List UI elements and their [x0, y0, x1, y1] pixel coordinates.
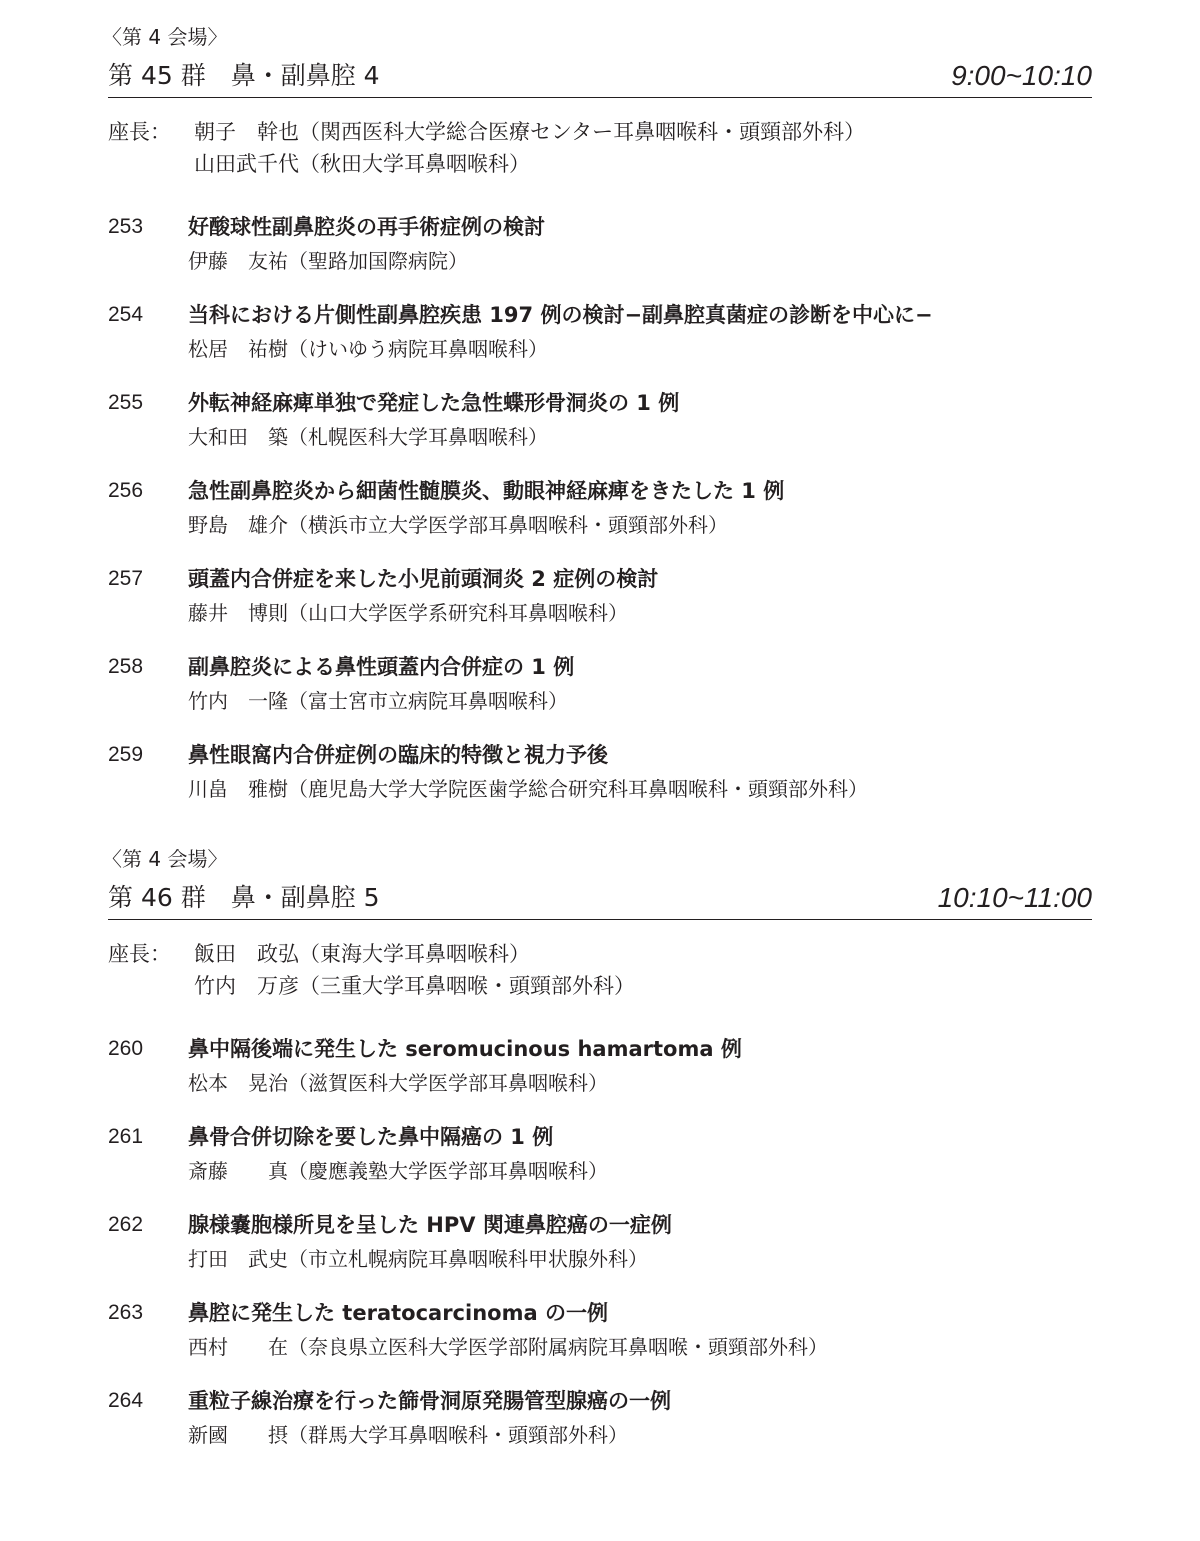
presentation-body [188, 298, 933, 366]
session-header [108, 874, 1092, 920]
presentation-author: 西村 在（奈良県立医科大学医学部附属病院耳鼻咽喉・頭頸部外科） [188, 1335, 828, 1359]
presentation-body [188, 1296, 828, 1364]
chairs-label: 座長： [108, 942, 171, 966]
chair-name: 山田武千代（秋田大学耳鼻咽喉科） [194, 152, 530, 176]
presentation-item [108, 650, 1092, 718]
session-46 [102, 844, 1092, 1452]
presentation-author: 伊藤 友祐（聖路加国際病院） [188, 249, 468, 273]
chairs-label: 座長： [108, 120, 171, 144]
presentation-item [108, 1296, 1092, 1364]
chairs-block [108, 938, 1092, 1002]
chairs-list [194, 116, 865, 180]
presentation-body [188, 1120, 608, 1188]
session-title: 第 45 群 鼻・副鼻腔 4 [108, 61, 380, 90]
presentation-item [108, 386, 1092, 454]
presentation-author: 新國 摂（群馬大学耳鼻咽喉科・頭頸部外科） [188, 1423, 628, 1447]
program-page [102, 22, 1092, 1472]
chair-name: 飯田 政弘（東海大学耳鼻咽喉科） [194, 942, 530, 966]
presentation-title: 好酸球性副鼻腔炎の再手術症例の検討 [188, 215, 545, 239]
presentation-item [108, 1120, 1092, 1188]
presentation-title: 急性副鼻腔炎から細菌性髄膜炎、動眼神経麻痺をきたした 1 例 [188, 479, 785, 503]
presentation-title: 腺様嚢胞様所見を呈した HPV 関連鼻腔癌の一症例 [188, 1213, 672, 1237]
venue-label: 〈第 4 会場〉 [102, 25, 228, 49]
presentation-title: 鼻中隔後端に発生した seromucinous hamartoma 例 [188, 1037, 742, 1061]
presentation-body [188, 474, 784, 542]
presentation-item [108, 738, 1092, 806]
presentation-list [108, 1032, 1092, 1452]
session-header [108, 52, 1092, 98]
presentation-number: 260 [108, 1037, 144, 1060]
presentation-number: 259 [108, 743, 144, 766]
presentation-body [188, 1384, 671, 1452]
presentation-body [188, 210, 545, 278]
presentation-author: 松居 祐樹（けいゆう病院耳鼻咽喉科） [188, 337, 548, 361]
chairs-list [194, 938, 635, 1002]
presentation-body [188, 650, 574, 718]
presentation-number: 264 [108, 1389, 144, 1412]
presentation-number: 257 [108, 567, 144, 590]
venue-label: 〈第 4 会場〉 [102, 847, 228, 871]
presentation-number: 263 [108, 1301, 144, 1324]
presentation-number: 254 [108, 303, 144, 326]
chair-name: 竹内 万彦（三重大学耳鼻咽喉・頭頸部外科） [194, 974, 635, 998]
presentation-body [188, 1208, 672, 1276]
presentation-title: 鼻性眼窩内合併症例の臨床的特徴と視力予後 [188, 743, 608, 767]
presentation-title: 当科における片側性副鼻腔疾患 197 例の検討−副鼻腔真菌症の診断を中心に− [188, 303, 933, 327]
presentation-item [108, 1032, 1092, 1100]
session-time: 9:00~10:10 [951, 60, 1092, 91]
session-45 [102, 22, 1092, 806]
presentation-author: 斎藤 真（慶應義塾大学医学部耳鼻咽喉科） [188, 1159, 608, 1183]
presentation-item [108, 1208, 1092, 1276]
presentation-body [188, 562, 658, 630]
presentation-number: 256 [108, 479, 144, 502]
presentation-author: 打田 武史（市立札幌病院耳鼻咽喉科甲状腺外科） [188, 1247, 648, 1271]
presentation-author: 大和田 築（札幌医科大学耳鼻咽喉科） [188, 425, 548, 449]
presentation-number: 262 [108, 1213, 144, 1236]
presentation-body [188, 1032, 742, 1100]
presentation-author: 松本 晃治（滋賀医科大学医学部耳鼻咽喉科） [188, 1071, 608, 1095]
presentation-number: 261 [108, 1125, 144, 1148]
presentation-number: 253 [108, 215, 144, 238]
presentation-title: 外転神経麻痺単独で発症した急性蝶形骨洞炎の 1 例 [188, 391, 680, 415]
presentation-body [188, 386, 679, 454]
presentation-author: 竹内 一隆（富士宮市立病院耳鼻咽喉科） [188, 689, 568, 713]
chair-name: 朝子 幹也（関西医科大学総合医療センター耳鼻咽喉科・頭頸部外科） [194, 120, 866, 144]
presentation-title: 鼻腔に発生した teratocarcinoma の一例 [188, 1301, 608, 1325]
presentation-author: 藤井 博則（山口大学医学系研究科耳鼻咽喉科） [188, 601, 628, 625]
presentation-title: 重粒子線治療を行った篩骨洞原発腸管型腺癌の一例 [188, 1389, 671, 1413]
presentation-author: 川畠 雅樹（鹿児島大学大学院医歯学総合研究科耳鼻咽喉科・頭頸部外科） [188, 777, 868, 801]
presentation-item [108, 562, 1092, 630]
presentation-item [108, 210, 1092, 278]
presentation-title: 鼻骨合併切除を要した鼻中隔癌の 1 例 [188, 1125, 554, 1149]
presentation-number: 255 [108, 391, 144, 414]
presentation-title: 頭蓋内合併症を来した小児前頭洞炎 2 症例の検討 [188, 567, 659, 591]
presentation-item [108, 298, 1092, 366]
chairs-block [108, 116, 1092, 180]
presentation-list [108, 210, 1092, 806]
session-time: 10:10~11:00 [937, 882, 1092, 913]
presentation-number: 258 [108, 655, 144, 678]
session-title: 第 46 群 鼻・副鼻腔 5 [108, 883, 380, 912]
presentation-item [108, 1384, 1092, 1452]
presentation-body [188, 738, 868, 806]
presentation-title: 副鼻腔炎による鼻性頭蓋内合併症の 1 例 [188, 655, 575, 679]
presentation-author: 野島 雄介（横浜市立大学医学部耳鼻咽喉科・頭頸部外科） [188, 513, 728, 537]
presentation-item [108, 474, 1092, 542]
